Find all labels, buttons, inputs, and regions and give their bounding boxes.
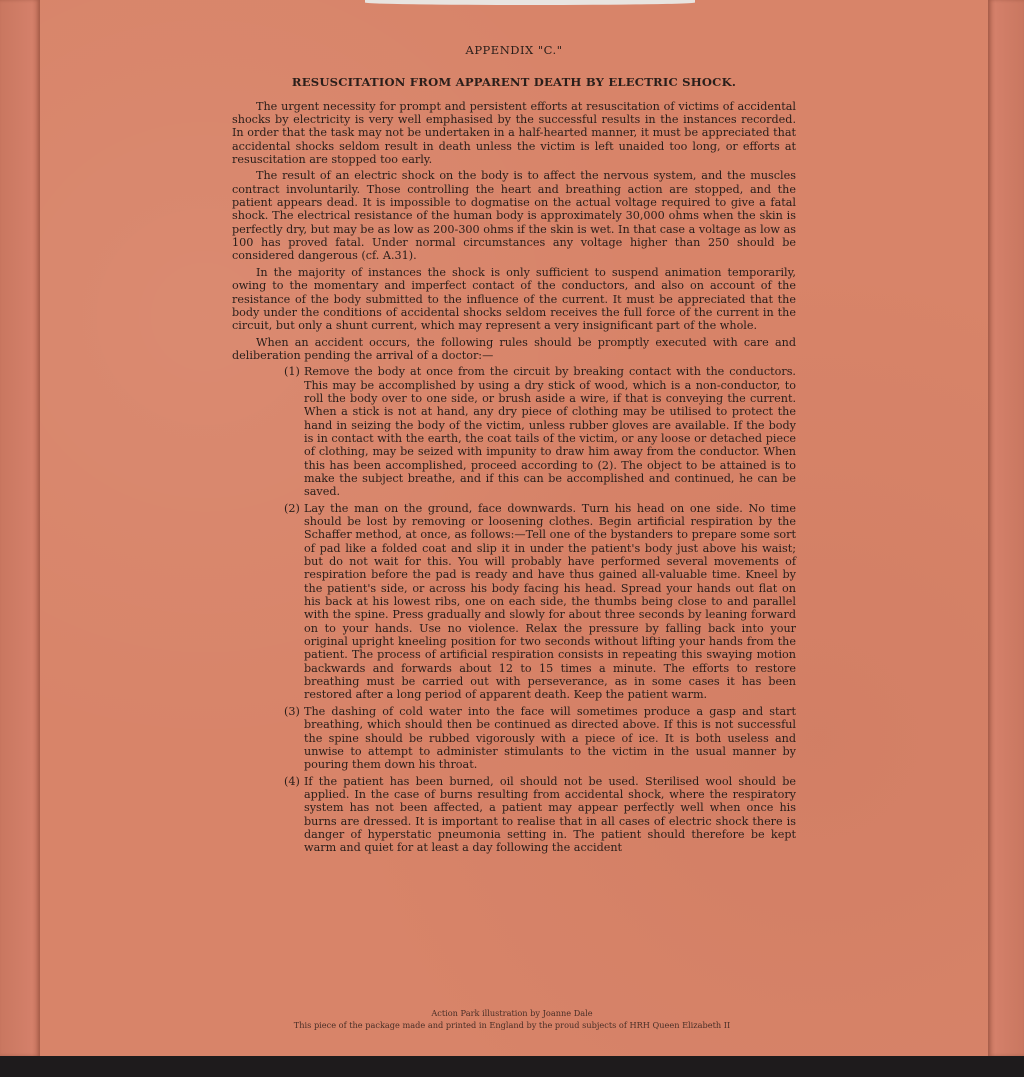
illustration-credit: Action Park illustration by Joanne Dale	[431, 1008, 593, 1018]
appendix-document	[232, 44, 796, 858]
document-title: RESUSCITATION FROM APPARENT DEATH BY ELECTRIC SHOCK.	[291, 75, 737, 90]
rule-text: If the patient has been burned, oil should not be used. Sterilised wool should be applied. In the case of burns resulting from accidental shock, where the respiratory system has not been affected, a patient may appear perfectly well when once his burns are dressed. It is important to realise that in all cases of electric shock there is danger of hyperstatic pneumonia setting in. The patient should therefore be kept warm and quiet for at least a day following the accident	[304, 774, 796, 855]
rule-text: Lay the man on the ground, face downwards. Turn his head on one side. No time should be lost by removing or loosening clothes. Begin artificial respiration by the Schaffer method, at once, as follows:—Tell one of the bystanders to prepare some sort of pad like a folded coat and slip it in under the patient's body just above his waist; but do not wait for this. You will probably have performed several movements of respiration before the pad is ready and have thus gained all-valuable time. Kneel by the patient's side, or across his body facing his head. Spread your hands out flat on his back at his lowest ribs, one on each side, the thumbs being close to and parallel with the spine. Press gradually and slowly for about three seconds by leaning forward on to your hands. Use no violence. Relax the pressure by falling back into your original upright kneeling position for two seconds without lifting your hands from the patient. The process of artificial respiration consists in repeating this swaying motion backwards and forwards about 12 to 15 times a minute. The efforts to restore breathing must be carried out with perseverance, as in some cases it has been restored after a long period of apparent death. Keep the patient warm.	[304, 501, 796, 702]
paragraph-majority: In the majority of instances the shock is only sufficient to suspend animation temporarily, owing to the momentary and imperfect contact of the conductors, and also on account of the resistance of the body submitted to the influence of the current. It must be appreciated that the body under the conditions of accidental shocks seldom receives the full force of the current in the circuit, but only a shunt current, which may represent a very insignificant part of the whole.	[232, 265, 796, 333]
rule-number: (4)	[284, 774, 300, 788]
rule-text: The dashing of cold water into the face will sometimes produce a gasp and start breathing, which should then be continued as directed above. If this is not successful the spine should be rubbed vigorously with a piece of ice. It is both useless and unwise to attempt to administer stimulants to the victim in the usual manner by pouring them down his throat.	[304, 704, 796, 772]
rule-item	[284, 502, 796, 702]
rule-number: (3)	[284, 704, 300, 718]
printing-note: This piece of the package made and printed in England by the proud subjects of HRH Queen Elizabeth II	[293, 1020, 731, 1030]
appendix-label: APPENDIX "C."	[465, 43, 563, 57]
rule-item	[284, 775, 796, 855]
rule-number: (1)	[284, 365, 300, 379]
paragraph-effects: The result of an electric shock on the body is to affect the nervous system, and the muscles contract involuntarily. Those controlling the heart and breathing action are stopped, and the patient appears dead. It is impossible to dogmatise on the actual voltage required to give a fatal shock. The electrical resistance of the human body is approximately 30,000 ohms when the skin is perfectly dry, but may be as low as 200-300 ohms if the skin is wet. In that case a voltage as low as 100 has proved fatal. Under normal circumstances any voltage higher than 250 should be considered dangerous (cf. A.31).	[232, 169, 796, 263]
paragraph-rules-intro: When an accident occurs, the following rules should be promptly executed with care and deliberation pending the arrival of a doctor:—	[232, 335, 796, 362]
left-flap	[0, 0, 40, 1056]
rule-number: (2)	[284, 501, 300, 515]
rule-text: Remove the body at once from the circuit by breaking contact with the conductors. This may be accomplished by using a dry stick of wood, which is a non-conductor, to roll the body over to one side, or brush aside a wire, if that is conveying the current. When a stick is not at hand, any dry piece of clothing may be utilised to protect the hand in seizing the body of the victim, unless rubber gloves are available. If the body is in contact with the earth, the coat tails of the victim, or any loose or detached piece of clothing, may be seized with impunity to draw him away from the conductor. When this has been accomplished, proceed according to (2). The object to be attained is to make the subject breathe, and if this can be accomplished and continued, he can be saved.	[304, 365, 796, 499]
rule-item	[284, 705, 796, 772]
rule-item	[284, 365, 796, 498]
paragraph-urgency: The urgent necessity for prompt and persistent efforts at resuscitation of victims of accidental shocks by electricity is very well emphasised by the successful results in the instances recorded. In order that the task may not be undertaken in a half-hearted manner, it must be appreciated that accidental shocks seldom result in death unless the victim is left unaided too long, or efforts at resuscitation are stopped too early.	[232, 99, 796, 167]
top-tab	[365, 0, 695, 5]
right-flap	[988, 0, 1024, 1056]
